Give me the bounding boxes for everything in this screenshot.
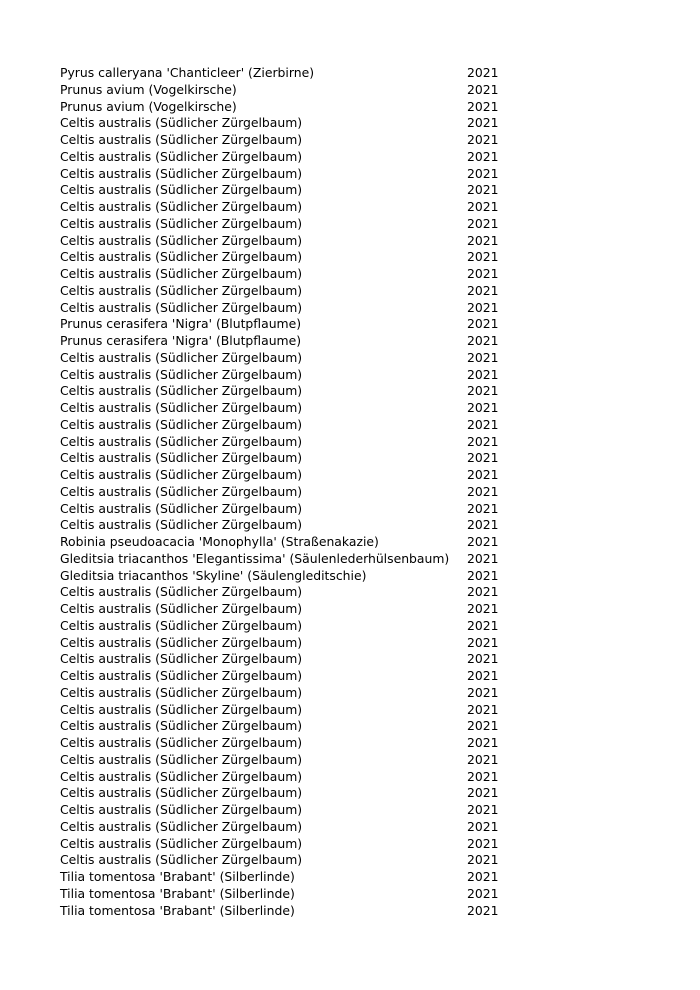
tree-species-name: Celtis australis (Südlicher Zürgelbaum) <box>60 617 303 633</box>
tree-species-name: Celtis australis (Südlicher Zürgelbaum) <box>60 366 303 382</box>
table-row <box>60 400 510 417</box>
tree-species-name: Celtis australis (Südlicher Zürgelbaum) <box>60 416 303 432</box>
tree-species-name: Celtis australis (Südlicher Zürgelbaum) <box>60 684 303 700</box>
table-row <box>60 166 510 183</box>
tree-species-name: Celtis australis (Südlicher Zürgelbaum) <box>60 467 303 482</box>
tree-species-name: Celtis australis (Südlicher Zürgelbaum) <box>60 584 303 600</box>
tree-species-name: Celtis australis (Südlicher Zürgelbaum) <box>60 383 303 399</box>
tree-species-name: Celtis australis (Südlicher Zürgelbaum) <box>60 852 303 868</box>
table-row <box>60 651 510 668</box>
planting-year: 2021 <box>467 802 499 817</box>
planting-year: 2021 <box>467 651 499 667</box>
planting-year: 2021 <box>467 835 499 851</box>
planting-year: 2021 <box>467 701 499 717</box>
table-row <box>60 735 510 752</box>
table-row <box>60 283 510 300</box>
planting-year: 2021 <box>467 617 499 633</box>
table-row <box>60 752 510 769</box>
tree-species-name: Celtis australis (Südlicher Zürgelbaum) <box>60 517 303 533</box>
planting-year: 2021 <box>467 266 499 281</box>
table-row <box>60 434 510 451</box>
table-row <box>60 149 510 166</box>
table-row <box>60 501 510 518</box>
table-row <box>60 216 510 233</box>
tree-species-name: Gleditsia triacanthos 'Elegantissima' (Säulenlederhülsenbaum) <box>60 550 450 566</box>
planting-year: 2021 <box>467 383 499 399</box>
tree-species-name: Celtis australis (Südlicher Zürgelbaum) <box>60 349 303 365</box>
table-row <box>60 635 510 652</box>
planting-year: 2021 <box>467 550 499 566</box>
table-row <box>60 316 510 333</box>
tree-species-name: Celtis australis (Südlicher Zürgelbaum) <box>60 483 303 499</box>
tree-species-name: Celtis australis (Südlicher Zürgelbaum) <box>60 132 303 147</box>
table-row <box>60 383 510 400</box>
table-row <box>60 702 510 719</box>
table-row <box>60 852 510 869</box>
planting-year: 2021 <box>467 81 499 97</box>
tree-species-name: Celtis australis (Südlicher Zürgelbaum) <box>60 115 303 131</box>
table-row <box>60 517 510 534</box>
planting-year: 2021 <box>467 333 499 348</box>
tree-species-name: Celtis australis (Südlicher Zürgelbaum) <box>60 651 303 667</box>
table-row <box>60 618 510 635</box>
tree-species-name: Celtis australis (Südlicher Zürgelbaum) <box>60 400 303 415</box>
table-row <box>60 836 510 853</box>
planting-year: 2021 <box>467 433 499 449</box>
planting-year: 2021 <box>467 232 499 248</box>
planting-year: 2021 <box>467 115 499 131</box>
table-row <box>60 668 510 685</box>
planting-year: 2021 <box>467 400 499 415</box>
planting-year: 2021 <box>467 215 499 231</box>
planting-year: 2021 <box>467 148 499 164</box>
planting-year: 2021 <box>467 534 499 549</box>
planting-year: 2021 <box>467 416 499 432</box>
planting-year: 2021 <box>467 65 499 80</box>
table-row <box>60 233 510 250</box>
table-row <box>60 182 510 199</box>
table-row <box>60 417 510 434</box>
tree-species-name: Celtis australis (Südlicher Zürgelbaum) <box>60 785 303 801</box>
planting-year: 2021 <box>467 567 499 583</box>
table-row <box>60 450 510 467</box>
table-row <box>60 584 510 601</box>
planting-year: 2021 <box>467 517 499 533</box>
table-row <box>60 685 510 702</box>
table-row <box>60 199 510 216</box>
table-row <box>60 266 510 283</box>
table-row <box>60 903 510 920</box>
table-row <box>60 467 510 484</box>
table-row <box>60 350 510 367</box>
tree-species-name: Celtis australis (Südlicher Zürgelbaum) <box>60 668 303 683</box>
tree-species-name: Celtis australis (Südlicher Zürgelbaum) <box>60 450 303 466</box>
planting-year: 2021 <box>467 684 499 700</box>
planting-year: 2021 <box>467 467 499 482</box>
tree-species-name: Celtis australis (Südlicher Zürgelbaum) <box>60 634 303 650</box>
table-row <box>60 869 510 886</box>
table-row <box>60 300 510 317</box>
tree-species-name: Celtis australis (Südlicher Zürgelbaum) <box>60 199 303 214</box>
tree-species-name: Celtis australis (Südlicher Zürgelbaum) <box>60 232 303 248</box>
planting-year: 2021 <box>467 818 499 834</box>
planting-year: 2021 <box>467 165 499 181</box>
table-row <box>60 82 510 99</box>
tree-species-name: Celtis australis (Südlicher Zürgelbaum) <box>60 818 303 834</box>
table-row <box>60 333 510 350</box>
tree-species-name: Prunus avium (Vogelkirsche) <box>60 98 237 114</box>
table-row <box>60 115 510 132</box>
tree-species-name: Celtis australis (Südlicher Zürgelbaum) <box>60 215 303 231</box>
planting-year: 2021 <box>467 98 499 114</box>
tree-species-name: Celtis australis (Südlicher Zürgelbaum) <box>60 701 303 717</box>
tree-species-name: Prunus avium (Vogelkirsche) <box>60 81 237 97</box>
table-row <box>60 132 510 149</box>
tree-species-name: Celtis australis (Südlicher Zürgelbaum) <box>60 249 303 265</box>
planting-year: 2021 <box>467 316 499 332</box>
planting-year: 2021 <box>467 450 499 466</box>
planting-year: 2021 <box>467 500 499 516</box>
table-row <box>60 534 510 551</box>
tree-species-name: Tilia tomentosa 'Brabant' (Silberlinde) <box>60 885 295 901</box>
table-row <box>60 551 510 568</box>
tree-list <box>60 65 510 919</box>
tree-species-name: Celtis australis (Südlicher Zürgelbaum) <box>60 148 303 164</box>
table-row <box>60 718 510 735</box>
planting-year: 2021 <box>467 249 499 265</box>
tree-species-name: Celtis australis (Südlicher Zürgelbaum) <box>60 500 303 516</box>
table-row <box>60 819 510 836</box>
planting-year: 2021 <box>467 132 499 147</box>
tree-species-name: Pyrus calleryana 'Chanticleer' (Zierbirne) <box>60 65 315 80</box>
tree-species-name: Celtis australis (Südlicher Zürgelbaum) <box>60 735 303 750</box>
tree-species-name: Celtis australis (Südlicher Zürgelbaum) <box>60 751 303 767</box>
planting-year: 2021 <box>467 584 499 600</box>
table-row <box>60 367 510 384</box>
table-row <box>60 785 510 802</box>
planting-year: 2021 <box>467 852 499 868</box>
table-row <box>60 99 510 116</box>
planting-year: 2021 <box>467 199 499 214</box>
tree-species-name: Celtis australis (Südlicher Zürgelbaum) <box>60 768 303 784</box>
planting-year: 2021 <box>467 869 499 884</box>
planting-year: 2021 <box>467 718 499 734</box>
tree-species-name: Celtis australis (Südlicher Zürgelbaum) <box>60 182 303 198</box>
tree-species-name: Gleditsia triacanthos 'Skyline' (Säulengleditschie) <box>60 567 367 583</box>
planting-year: 2021 <box>467 751 499 767</box>
tree-species-name: Celtis australis (Südlicher Zürgelbaum) <box>60 433 303 449</box>
table-row <box>60 249 510 266</box>
planting-year: 2021 <box>467 668 499 683</box>
tree-species-name: Celtis australis (Südlicher Zürgelbaum) <box>60 718 303 734</box>
planting-year: 2021 <box>467 601 499 616</box>
planting-year: 2021 <box>467 768 499 784</box>
table-row <box>60 484 510 501</box>
planting-year: 2021 <box>467 349 499 365</box>
tree-species-name: Prunus cerasifera 'Nigra' (Blutpflaume) <box>60 333 302 348</box>
tree-species-name: Celtis australis (Südlicher Zürgelbaum) <box>60 266 303 281</box>
tree-species-name: Celtis australis (Südlicher Zürgelbaum) <box>60 835 303 851</box>
tree-species-name: Prunus cerasifera 'Nigra' (Blutpflaume) <box>60 316 302 332</box>
tree-species-name: Robinia pseudoacacia 'Monophylla' (Straßenakazie) <box>60 534 379 549</box>
planting-year: 2021 <box>467 282 499 298</box>
table-row <box>60 568 510 585</box>
tree-species-name: Celtis australis (Südlicher Zürgelbaum) <box>60 165 303 181</box>
table-row <box>60 886 510 903</box>
planting-year: 2021 <box>467 785 499 801</box>
tree-species-name: Tilia tomentosa 'Brabant' (Silberlinde) <box>60 869 295 884</box>
planting-year: 2021 <box>467 902 499 918</box>
planting-year: 2021 <box>467 299 499 315</box>
table-row <box>60 65 510 82</box>
table-row <box>60 802 510 819</box>
planting-year: 2021 <box>467 483 499 499</box>
tree-species-name: Celtis australis (Südlicher Zürgelbaum) <box>60 282 303 298</box>
tree-species-name: Celtis australis (Südlicher Zürgelbaum) <box>60 802 303 817</box>
planting-year: 2021 <box>467 885 499 901</box>
table-row <box>60 601 510 618</box>
tree-species-name: Celtis australis (Südlicher Zürgelbaum) <box>60 601 303 616</box>
tree-species-name: Tilia tomentosa 'Brabant' (Silberlinde) <box>60 902 295 918</box>
planting-year: 2021 <box>467 634 499 650</box>
planting-year: 2021 <box>467 366 499 382</box>
table-row <box>60 769 510 786</box>
planting-year: 2021 <box>467 735 499 750</box>
planting-year: 2021 <box>467 182 499 198</box>
tree-species-name: Celtis australis (Südlicher Zürgelbaum) <box>60 299 303 315</box>
